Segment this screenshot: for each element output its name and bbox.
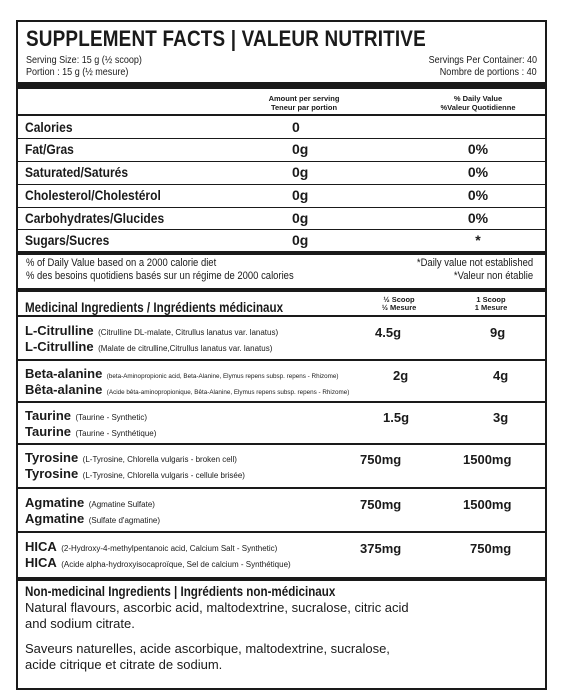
nutrient-row: Calories 0 bbox=[25, 119, 300, 135]
nutrient-row: Cholesterol/Cholestérol 0g 0% bbox=[25, 187, 489, 203]
header-divider bbox=[18, 114, 545, 116]
ingredient-item: Tyrosine (L-Tyrosine, Chlorella vulgaris - broken cell) Tyrosine (L-Tyrosine, Chlorella vulgaris - cellule brisée) 750mg 1500mg bbox=[25, 450, 512, 481]
non-medicinal-text-en: Natural flavours, ascorbic acid, maltodextrine, sucralose, citric acid and sodium citrate. bbox=[25, 600, 409, 631]
medicinal-ingredients-heading: Medicinal Ingredients / Ingrédients médicinaux bbox=[25, 300, 284, 315]
thick-divider bbox=[18, 577, 545, 581]
thick-divider bbox=[18, 82, 545, 89]
non-medicinal-section bbox=[18, 584, 545, 684]
servings-per-container-fr: Nombre de portions : 40 bbox=[440, 66, 537, 78]
nutrient-row: Sugars/Sucres 0g * bbox=[25, 232, 481, 248]
not-established-footnote: *Daily value not established *Valeur non établie bbox=[416, 257, 533, 282]
ingredient-item: L-Citrulline (Citrulline DL-malate, Citrullus lanatus var. lanatus) L-Citrulline (Malate de citrulline,Citrullus lanatus var. lanatus) 4.5g 9g bbox=[25, 323, 506, 354]
daily-value-header: % Daily Value %Valeur Quotidienne bbox=[440, 94, 516, 112]
supplement-facts-panel bbox=[16, 20, 547, 690]
amount-per-serving-header: Amount per serving Teneur par portion bbox=[268, 94, 340, 112]
thick-divider bbox=[18, 251, 545, 255]
nutrient-row: Fat/Gras 0g 0% bbox=[25, 141, 489, 157]
panel-title: SUPPLEMENT FACTS | VALEUR NUTRITIVE bbox=[26, 26, 426, 51]
non-medicinal-heading: Non-medicinal Ingredients | Ingrédients non-médicinaux bbox=[25, 584, 336, 599]
nutrient-row: Carbohydrates/Glucides 0g 0% bbox=[25, 210, 489, 226]
thick-divider bbox=[18, 288, 545, 292]
ingredient-item: Beta-alanine (beta-Aminopropionic acid, Beta-Alanine, Elymus repens subsp. repens - Rhizome) Bêta-alanine (Acide bêta-aminopropionique, Bêta-Alanine, Elymus repens subsp. repens - Rhizome) 2g 4g bbox=[25, 366, 509, 397]
ingredient-item: HICA (2-Hydroxy-4-methylpentanoic acid, Calcium Salt - Synthetic) HICA (Acide alpha-hydroxyisocaproïque, Sel de calcium - Synthétique) 375mg 750mg bbox=[25, 539, 512, 570]
ingredient-item: Agmatine (Agmatine Sulfate) Agmatine (Sulfate d'agmatine) 750mg 1500mg bbox=[25, 495, 512, 526]
half-scoop-header: ½ Scoop ½ Mesure bbox=[381, 295, 417, 312]
daily-value-footnote: % of Daily Value based on a 2000 calorie diet % des besoins quotidiens basés sur un régime de 2000 calories bbox=[26, 257, 294, 282]
ingredient-item: Taurine (Taurine - Synthetic) Taurine (Taurine - Synthétique) 1.5g 3g bbox=[25, 408, 509, 439]
full-scoop-header: 1 Scoop 1 Mesure bbox=[474, 295, 508, 312]
servings-per-container-en: Servings Per Container: 40 bbox=[428, 54, 537, 66]
non-medicinal-text-fr: Saveurs naturelles, acide ascorbique, maltodextrine, sucralose, acide citrique et citrate de sodium. bbox=[25, 641, 390, 672]
serving-size-fr: Portion : 15 g (½ mesure) bbox=[26, 66, 129, 78]
nutrient-row: Saturated/Saturés 0g 0% bbox=[25, 164, 489, 180]
serving-size-en: Serving Size: 15 g (½ scoop) bbox=[26, 54, 142, 66]
